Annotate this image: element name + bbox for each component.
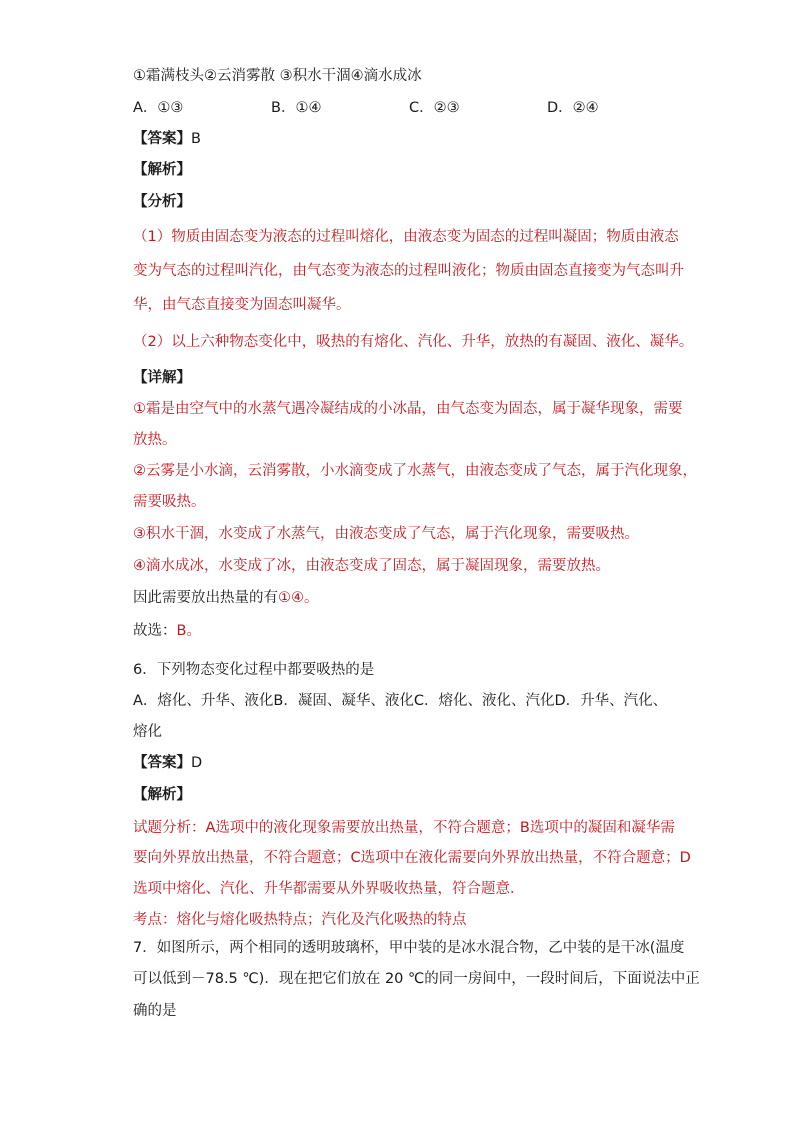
conclusion-value: ①④。 bbox=[278, 590, 319, 606]
q6-analysis-line-4: 考点：熔化与熔化吸热特点；汽化及汽化吸热的特点 bbox=[133, 912, 467, 928]
q5-detail-line-6: ④滴水成冰，水变成了冰，由液态变成了固态，属于凝固现象，需要放热。 bbox=[133, 558, 610, 574]
answer-value: D bbox=[191, 755, 203, 771]
answer-tag: 【答案】 bbox=[133, 131, 191, 147]
q5-detail-line-3: ②云雾是小水滴，云消雾散，小水滴变成了水蒸气，由液态变成了气态，属于汽化现象， bbox=[133, 463, 697, 479]
q6-analysis-line-3: 选项中熔化、汽化、升华都需要从外界吸收热量，符合题意． bbox=[133, 881, 525, 897]
q5-choose bbox=[133, 621, 673, 641]
answer-tag: 【答案】 bbox=[133, 755, 191, 771]
q6-analysis-line-1: 试题分析：A选项中的液化现象需要放出热量，不符合题意；B选项中的凝固和凝华需 bbox=[133, 820, 675, 836]
q6-analysis-tag: 【解析】 bbox=[133, 787, 191, 803]
answer-value: B bbox=[191, 131, 201, 147]
q5-fenxi-line-3: 华，由气态直接变为固态叫凝华。 bbox=[133, 297, 351, 313]
q7-stem-line-2: 可以低到－78.5 ℃)．现在把它们放在 20 ℃的同一房间中，一段时间后，下面说法中正 bbox=[133, 971, 700, 987]
q7-stem-line-3: 确的是 bbox=[133, 1003, 177, 1019]
q6-options-line-1: A．熔化、升华、液化B．凝固、凝华、液化C．熔化、液化、汽化D．升华、汽化、 bbox=[133, 693, 668, 709]
q5-option-b: B．①④ bbox=[271, 100, 322, 116]
q5-option-c: C．②③ bbox=[409, 100, 460, 116]
q5-detail-line-2: 放热。 bbox=[133, 432, 177, 448]
q5-fenxi-line-1: （1）物质由固态变为液态的过程叫熔化，由液态变为固态的过程叫凝固；物质由液态 bbox=[133, 229, 679, 245]
q6-options-line-2: 熔化 bbox=[133, 724, 162, 740]
q5-detail-line-1: ①霜是由空气中的水蒸气遇冷凝结成的小冰晶，由气态变为固态，属于凝华现象，需要 bbox=[133, 401, 683, 417]
choose-prefix: 故选： bbox=[133, 623, 177, 639]
q5-fenxi-line-4: （2）以上六种物态变化中，吸热的有熔化、汽化、升华，放热的有凝固、液化、凝华。 bbox=[133, 334, 694, 350]
q5-option-d: D．②④ bbox=[547, 100, 599, 116]
q6-analysis-line-2: 要向外界放出热量，不符合题意；C选项中在液化需要向外界放出热量，不符合题意；D bbox=[133, 850, 691, 866]
choose-value: B。 bbox=[176, 623, 201, 639]
q7-stem-line-1: 7．如图所示，两个相同的透明玻璃杯，甲中装的是冰水混合物，乙中装的是干冰(温度 bbox=[133, 940, 685, 956]
q5-answer bbox=[133, 129, 673, 149]
q5-fenxi-tag: 【分析】 bbox=[133, 194, 191, 210]
q5-detail-tag: 【详解】 bbox=[133, 370, 191, 386]
q6-answer bbox=[133, 753, 673, 773]
q5-fenxi-line-2: 变为气态的过程叫汽化，由气态变为液态的过程叫液化；物质由固态直接变为气态叫升 bbox=[133, 263, 684, 279]
conclusion-prefix: 因此需要放出热量的有 bbox=[133, 590, 278, 606]
q5-conclusion bbox=[133, 588, 673, 608]
q5-detail-line-4: 需要吸热。 bbox=[133, 494, 206, 510]
q6-stem: 6．下列物态变化过程中都要吸热的是 bbox=[133, 662, 375, 678]
q5-option-a: A．①③ bbox=[133, 100, 184, 116]
q5-items-line: ①霜满枝头②云消雾散 ③积水干涸④滴水成冰 bbox=[133, 68, 422, 84]
q5-detail-line-5: ③积水干涸，水变成了水蒸气，由液态变成了气态，属于汽化现象，需要吸热。 bbox=[133, 526, 639, 542]
q5-analysis-tag: 【解析】 bbox=[133, 162, 191, 178]
